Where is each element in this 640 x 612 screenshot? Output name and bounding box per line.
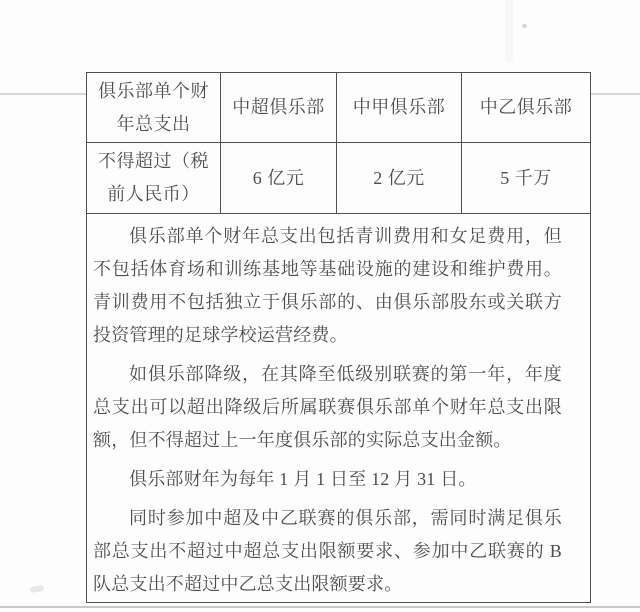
paragraph-dual-league-rule: 同时参加中超及中乙联赛的俱乐部，需同时满足俱乐部总支出不超过中超总支出限额要求、参加中乙联赛的 B 队总支出不超过中乙总支出限额要求。 <box>93 507 562 594</box>
content-border-box <box>86 72 591 603</box>
super-league-limit-value: 6 亿元 <box>252 167 305 188</box>
league-one-limit-value: 2 亿元 <box>373 167 425 188</box>
scan-artifact-streak <box>505 0 513 62</box>
table-cell-league-one-limit <box>337 143 462 213</box>
league-one-header-label: 中甲俱乐部 <box>352 97 446 118</box>
table-cell-league-two-header <box>462 73 590 143</box>
scan-artifact-dot <box>522 24 527 28</box>
paragraph-spending-scope: 俱乐部单个财年总支出包括青训费用和女足费用，但不包括体育场和训练基地等基础设施的建设和维护费用。青训费用不包括独立于俱乐部的、由俱乐部股东或关联方投资管理的足球学校运营经费。 <box>93 225 562 345</box>
table-cell-limit-label <box>87 143 221 213</box>
league-two-header-label: 中乙俱乐部 <box>479 97 573 118</box>
table-cell-league-one-header <box>337 73 462 143</box>
limit-label-line2: 前人民币） <box>107 184 200 205</box>
limit-label-line1: 不得超过（税 <box>98 151 209 172</box>
paragraph-fiscal-year: 俱乐部财年为每年 1 月 1 日至 12 月 31 日。 <box>129 468 477 489</box>
table-cell-row-label <box>87 73 221 143</box>
table-cell-league-two-limit <box>462 143 590 213</box>
table-cell-super-league-limit <box>221 143 337 213</box>
spending-limit-table <box>87 73 590 214</box>
row-label-line2: 年总支出 <box>116 113 191 134</box>
league-two-limit-value: 5 千万 <box>500 167 552 188</box>
document-body-text <box>87 214 590 601</box>
paragraph-relegation-rule: 如俱乐部降级，在其降至低级别联赛的第一年，年度总支出可以超出降级后所属联赛俱乐部单个财年总支出限额，但不得超过上一年度俱乐部的实际总支出金额。 <box>93 363 562 450</box>
scan-artifact-line-bottom <box>0 606 640 608</box>
super-league-header-label: 中超俱乐部 <box>232 97 325 118</box>
scan-artifact-smudge <box>30 585 45 593</box>
row-label-line1: 俱乐部单个财 <box>98 80 209 101</box>
table-cell-super-league-header <box>221 73 337 143</box>
